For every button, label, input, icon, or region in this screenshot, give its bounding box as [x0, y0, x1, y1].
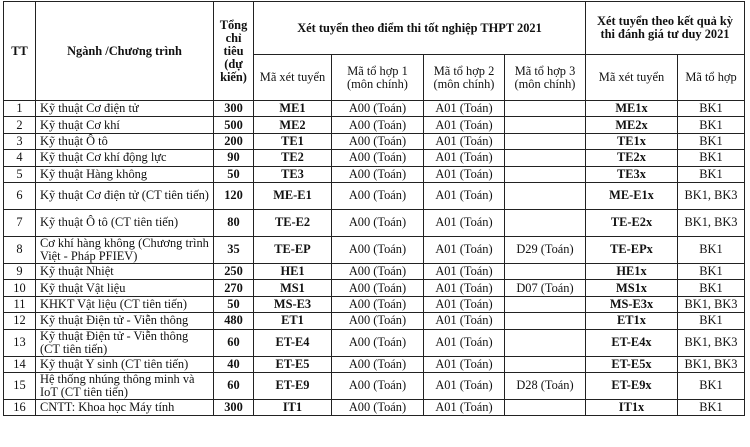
cell-code: ET-E4	[254, 329, 332, 356]
cell-code-tsa: IT1x	[586, 399, 678, 415]
cell-combo3: D07 (Toán)	[505, 280, 586, 296]
cell-program: Kỹ thuật Điện tử - Viễn thông	[36, 313, 214, 329]
cell-program: Kỹ thuật Cơ điện tử (CT tiên tiến)	[36, 182, 214, 209]
cell-combo-tsa: BK1	[678, 313, 745, 329]
cell-combo1: A00 (Toán)	[332, 182, 424, 209]
cell-combo1: A00 (Toán)	[332, 329, 424, 356]
cell-total: 40	[214, 356, 254, 372]
cell-total: 90	[214, 150, 254, 166]
cell-code-tsa: ME1x	[586, 101, 678, 117]
cell-combo3	[505, 296, 586, 312]
cell-program: Kỹ thuật Cơ khí	[36, 117, 214, 133]
cell-combo-tsa: BK1	[678, 399, 745, 415]
cell-program: Kỹ thuật Ô tô	[36, 133, 214, 149]
cell-combo2: A01 (Toán)	[424, 296, 505, 312]
header-group-tsa: Xét tuyển theo kết quả kỳ thi đánh giá tư duy 2021	[586, 2, 745, 55]
cell-combo-tsa: BK1, BK3	[678, 356, 745, 372]
cell-combo2: A01 (Toán)	[424, 150, 505, 166]
cell-combo3	[505, 150, 586, 166]
cell-combo1: A00 (Toán)	[332, 356, 424, 372]
table-row	[4, 150, 745, 166]
cell-combo2: A01 (Toán)	[424, 133, 505, 149]
cell-combo-tsa: BK1	[678, 263, 745, 279]
cell-code-tsa: ME2x	[586, 117, 678, 133]
cell-combo-tsa: BK1	[678, 236, 745, 263]
header-combo1: Mã tổ hợp 1 (môn chính)	[332, 55, 424, 101]
header-tt: TT	[4, 2, 36, 101]
cell-combo2: A01 (Toán)	[424, 101, 505, 117]
table-row	[4, 101, 745, 117]
cell-total: 270	[214, 280, 254, 296]
cell-program: Kỹ thuật Y sinh (CT tiên tiến)	[36, 356, 214, 372]
cell-program: Kỹ thuật Nhiệt	[36, 263, 214, 279]
cell-combo1: A00 (Toán)	[332, 133, 424, 149]
cell-combo1: A00 (Toán)	[332, 313, 424, 329]
cell-code: IT1	[254, 399, 332, 415]
cell-combo1: A00 (Toán)	[332, 236, 424, 263]
cell-combo3: D29 (Toán)	[505, 236, 586, 263]
table-row	[4, 280, 745, 296]
cell-combo3	[505, 117, 586, 133]
cell-combo2: A01 (Toán)	[424, 236, 505, 263]
cell-code: TE-E2	[254, 209, 332, 236]
header-program: Ngành /Chương trình	[36, 2, 214, 101]
cell-combo1: A00 (Toán)	[332, 101, 424, 117]
cell-code: TE2	[254, 150, 332, 166]
cell-code-tsa: HE1x	[586, 263, 678, 279]
cell-combo-tsa: BK1	[678, 166, 745, 182]
cell-combo3	[505, 182, 586, 209]
cell-total: 80	[214, 209, 254, 236]
cell-combo3	[505, 313, 586, 329]
cell-tt: 7	[4, 209, 36, 236]
cell-program: Kỹ thuật Cơ khí động lực	[36, 150, 214, 166]
cell-combo3: D28 (Toán)	[505, 372, 586, 399]
cell-combo2: A01 (Toán)	[424, 209, 505, 236]
header-total: Tổng chỉ tiêu (dự kiến)	[214, 2, 254, 101]
cell-combo-tsa: BK1	[678, 117, 745, 133]
cell-code: MS-E3	[254, 296, 332, 312]
cell-total: 480	[214, 313, 254, 329]
cell-code-tsa: TE-E2x	[586, 209, 678, 236]
table-row	[4, 133, 745, 149]
cell-program: Kỹ thuật Cơ điện tử	[36, 101, 214, 117]
cell-total: 60	[214, 329, 254, 356]
cell-tt: 10	[4, 280, 36, 296]
cell-combo-tsa: BK1, BK3	[678, 209, 745, 236]
cell-combo1: A00 (Toán)	[332, 263, 424, 279]
cell-combo-tsa: BK1	[678, 150, 745, 166]
cell-combo-tsa: BK1, BK3	[678, 296, 745, 312]
cell-tt: 3	[4, 133, 36, 149]
cell-code: MS1	[254, 280, 332, 296]
cell-total: 300	[214, 101, 254, 117]
header-code-tsa: Mã xét tuyển	[586, 55, 678, 101]
cell-code-tsa: ET1x	[586, 313, 678, 329]
cell-combo-tsa: BK1	[678, 101, 745, 117]
cell-combo-tsa: BK1	[678, 133, 745, 149]
table-row	[4, 313, 745, 329]
table-row	[4, 117, 745, 133]
header-combo2: Mã tổ hợp 2 (môn chính)	[424, 55, 505, 101]
admission-table-container	[3, 1, 745, 416]
cell-combo-tsa: BK1	[678, 372, 745, 399]
cell-code-tsa: MS1x	[586, 280, 678, 296]
cell-code: ET1	[254, 313, 332, 329]
cell-combo1: A00 (Toán)	[332, 296, 424, 312]
cell-code-tsa: ME-E1x	[586, 182, 678, 209]
cell-combo2: A01 (Toán)	[424, 372, 505, 399]
cell-code: ET-E9	[254, 372, 332, 399]
cell-combo2: A01 (Toán)	[424, 399, 505, 415]
cell-code-tsa: MS-E3x	[586, 296, 678, 312]
cell-tt: 4	[4, 150, 36, 166]
table-row	[4, 166, 745, 182]
cell-combo1: A00 (Toán)	[332, 166, 424, 182]
cell-total: 120	[214, 182, 254, 209]
cell-tt: 1	[4, 101, 36, 117]
cell-code: HE1	[254, 263, 332, 279]
cell-combo3	[505, 356, 586, 372]
table-row	[4, 329, 745, 356]
cell-combo2: A01 (Toán)	[424, 166, 505, 182]
cell-code: TE1	[254, 133, 332, 149]
cell-program: Hệ thống nhúng thông minh và IoT (CT tiên tiến)	[36, 372, 214, 399]
cell-program: Kỹ thuật Ô tô (CT tiên tiến)	[36, 209, 214, 236]
cell-total: 50	[214, 296, 254, 312]
cell-tt: 13	[4, 329, 36, 356]
cell-combo2: A01 (Toán)	[424, 117, 505, 133]
cell-tt: 15	[4, 372, 36, 399]
cell-combo-tsa: BK1	[678, 280, 745, 296]
cell-combo3	[505, 166, 586, 182]
table-row	[4, 356, 745, 372]
cell-code-tsa: TE2x	[586, 150, 678, 166]
cell-tt: 6	[4, 182, 36, 209]
cell-combo2: A01 (Toán)	[424, 313, 505, 329]
cell-program: Kỹ thuật Vật liệu	[36, 280, 214, 296]
cell-program: Kỹ thuật Điện tử - Viễn thông (CT tiên tiến)	[36, 329, 214, 356]
table-row	[4, 182, 745, 209]
cell-combo2: A01 (Toán)	[424, 280, 505, 296]
cell-combo3	[505, 209, 586, 236]
cell-total: 250	[214, 263, 254, 279]
cell-tt: 9	[4, 263, 36, 279]
cell-code-tsa: TE3x	[586, 166, 678, 182]
header-combo-tsa: Mã tổ hợp	[678, 55, 745, 101]
cell-combo2: A01 (Toán)	[424, 356, 505, 372]
cell-tt: 5	[4, 166, 36, 182]
cell-total: 35	[214, 236, 254, 263]
cell-combo1: A00 (Toán)	[332, 280, 424, 296]
cell-code: ET-E5	[254, 356, 332, 372]
cell-tt: 14	[4, 356, 36, 372]
table-row	[4, 372, 745, 399]
cell-total: 50	[214, 166, 254, 182]
cell-combo2: A01 (Toán)	[424, 329, 505, 356]
cell-combo1: A00 (Toán)	[332, 117, 424, 133]
admission-table	[3, 1, 745, 416]
cell-code: TE-EP	[254, 236, 332, 263]
cell-code: ME1	[254, 101, 332, 117]
cell-combo-tsa: BK1, BK3	[678, 329, 745, 356]
cell-tt: 8	[4, 236, 36, 263]
cell-combo1: A00 (Toán)	[332, 150, 424, 166]
cell-tt: 16	[4, 399, 36, 415]
cell-combo1: A00 (Toán)	[332, 372, 424, 399]
header-group-thpt: Xét tuyển theo điểm thi tốt nghiệp THPT 2021	[254, 2, 586, 55]
cell-code-tsa: ET-E4x	[586, 329, 678, 356]
table-row	[4, 263, 745, 279]
cell-code-tsa: ET-E5x	[586, 356, 678, 372]
cell-combo2: A01 (Toán)	[424, 263, 505, 279]
cell-program: Cơ khí hàng không (Chương trình Việt - Pháp PFIEV)	[36, 236, 214, 263]
cell-total: 300	[214, 399, 254, 415]
cell-total: 500	[214, 117, 254, 133]
cell-tt: 2	[4, 117, 36, 133]
cell-program: KHKT Vật liệu (CT tiên tiến)	[36, 296, 214, 312]
cell-tt: 11	[4, 296, 36, 312]
cell-combo3	[505, 399, 586, 415]
cell-combo3	[505, 329, 586, 356]
table-row	[4, 399, 745, 415]
cell-combo3	[505, 263, 586, 279]
cell-code: TE3	[254, 166, 332, 182]
cell-code-tsa: TE-EPx	[586, 236, 678, 263]
cell-combo-tsa: BK1, BK3	[678, 182, 745, 209]
header-code: Mã xét tuyển	[254, 55, 332, 101]
cell-program: Kỹ thuật Hàng không	[36, 166, 214, 182]
cell-program: CNTT: Khoa học Máy tính	[36, 399, 214, 415]
table-row	[4, 236, 745, 263]
cell-combo3	[505, 101, 586, 117]
header-combo3: Mã tổ hợp 3 (môn chính)	[505, 55, 586, 101]
cell-code: ME-E1	[254, 182, 332, 209]
cell-combo2: A01 (Toán)	[424, 182, 505, 209]
cell-combo1: A00 (Toán)	[332, 209, 424, 236]
cell-combo3	[505, 133, 586, 149]
cell-code-tsa: TE1x	[586, 133, 678, 149]
table-row	[4, 209, 745, 236]
cell-code: ME2	[254, 117, 332, 133]
cell-total: 200	[214, 133, 254, 149]
cell-combo1: A00 (Toán)	[332, 399, 424, 415]
cell-tt: 12	[4, 313, 36, 329]
table-row	[4, 296, 745, 312]
cell-total: 60	[214, 372, 254, 399]
cell-code-tsa: ET-E9x	[586, 372, 678, 399]
